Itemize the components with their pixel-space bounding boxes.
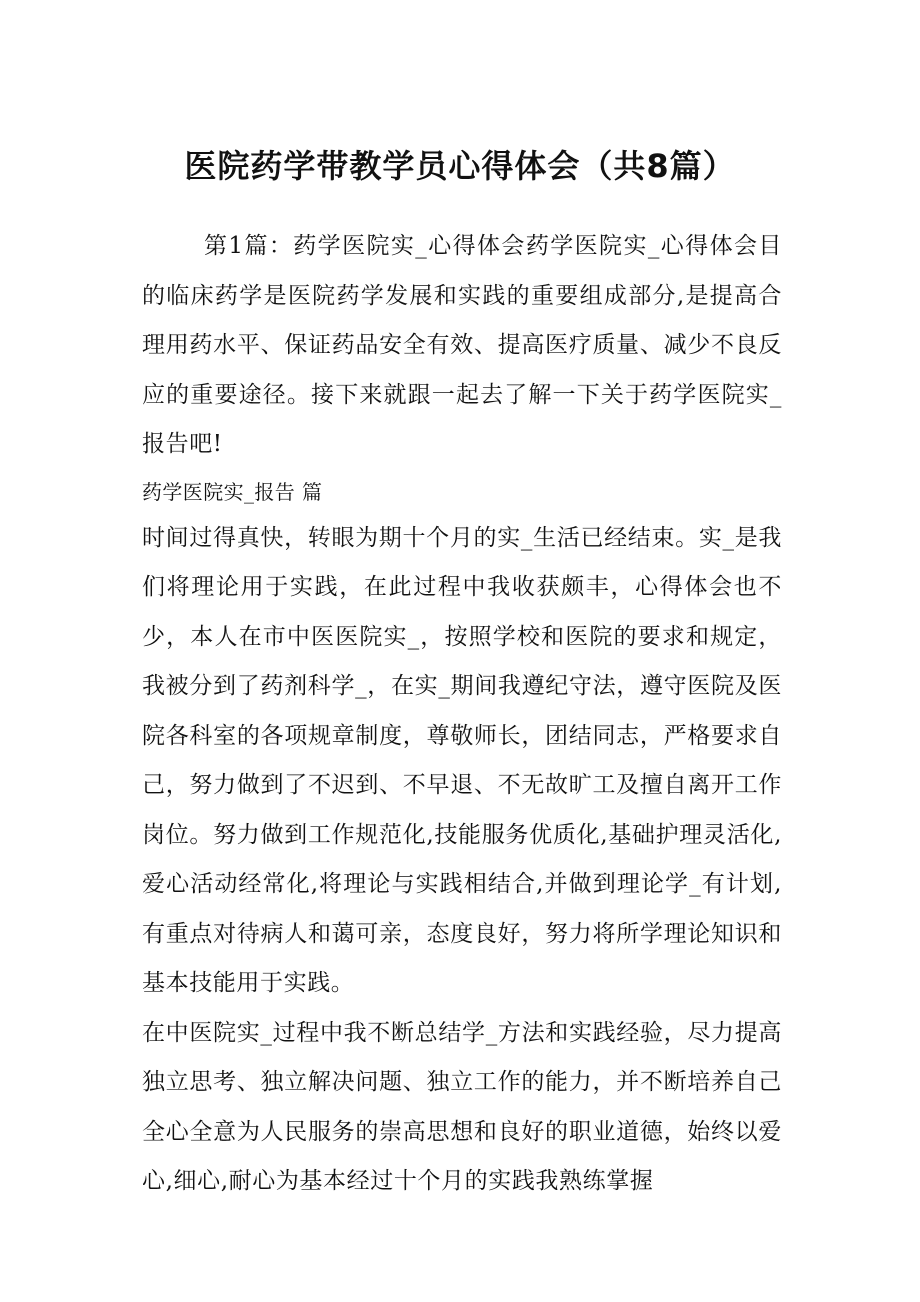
intro-paragraph: 第1篇：药学医院实_心得体会药学医院实_心得体会目的临床药学是医院药学发展和实践的重要组成部分,是提高合理用药水平、保证药品安全有效、提高医疗质量、减少不良反应的重要途径。接下来就跟一起去了解一下关于药学医院实_报告吧! (142, 233, 782, 457)
document-body (142, 222, 782, 1207)
document-title: 医院药学带教学员心得体会（共8篇） (184, 147, 736, 185)
body-paragraph-2: 在中医院实_过程中我不断总结学_方法和实践经验，尽力提高独立思考、独立解决问题、独立工作的能力，并不断培养自己全心全意为人民服务的崇高思想和良好的职业道德，始终以爱心,细心,耐心为基本经过十个月的实践我熟练掌握 (142, 1019, 782, 1194)
body-paragraph-1: 时间过得真快，转眼为期十个月的实_生活已经结束。实_是我们将理论用于实践，在此过程中我收获颇丰，心得体会也不少，本人在市中医医院实_，按照学校和医院的要求和规定，我被分到了药剂科学_，在实_期间我遵纪守法，遵守医院及医院各科室的各项规章制度，尊敬师长，团结同志，严格要求自己，努力做到了不迟到、不早退、不无故旷工及擅自离开工作岗位。努力做到工作规范化,技能服务优质化,基础护理灵活化,爱心活动经常化,将理论与实践相结合,并做到理论学_有计划,有重点对待病人和蔼可亲，态度良好，努力将所学理论知识和基本技能用于实践。 (142, 524, 782, 996)
section-heading: 药学医院实_报告 篇 (142, 479, 323, 504)
